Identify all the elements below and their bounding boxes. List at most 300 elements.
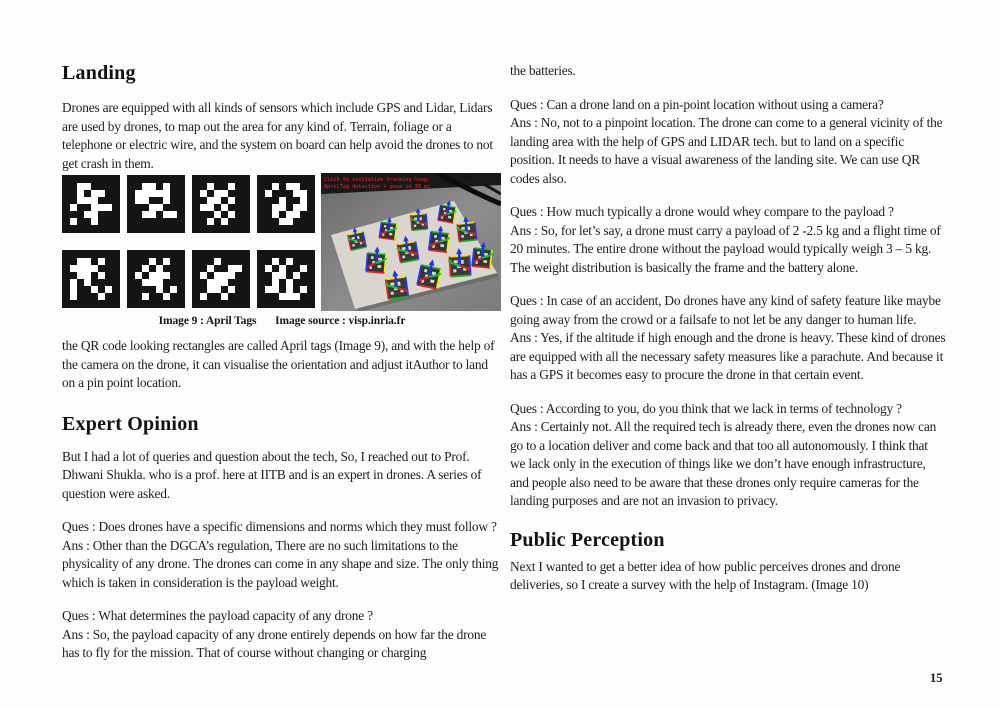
tag-cell	[170, 258, 177, 265]
tag-cell	[300, 197, 307, 204]
tag-cell	[84, 197, 91, 204]
tag-cell	[77, 293, 84, 300]
tag-cell	[228, 258, 235, 265]
tag-cell	[105, 279, 112, 286]
tag-cell	[170, 183, 177, 190]
tag-cell	[293, 286, 300, 293]
tag-cell	[214, 293, 221, 300]
tag-cell	[70, 272, 77, 279]
tag-cell	[70, 258, 77, 265]
question-text: Ques : Does drones have a specific dimensions and norms which they must follow ?	[62, 519, 497, 534]
tag-cell	[91, 197, 98, 204]
qa-payload-capacity	[62, 607, 502, 663]
tag-cell	[214, 218, 221, 225]
tag-cell	[163, 204, 170, 211]
tag-cell	[77, 218, 84, 225]
tag-cell	[170, 286, 177, 293]
tag-cell	[149, 279, 156, 286]
tag-cell	[200, 190, 207, 197]
tag-cell	[207, 293, 214, 300]
tag-cell	[170, 272, 177, 279]
tag-cell	[156, 265, 163, 272]
tag-cell	[142, 190, 149, 197]
tag-cell	[265, 197, 272, 204]
question-text: Ques : What determines the payload capacity of any drone ?	[62, 608, 373, 623]
tag-cell	[200, 258, 207, 265]
tag-cell	[300, 272, 307, 279]
question-text: Ques : In case of an accident, Do drones have any kind of safety feature like maybe going away from the crowd or a failsafe to not let be any danger to human life.	[510, 293, 941, 327]
tag-cell	[163, 293, 170, 300]
tag-cell	[135, 265, 142, 272]
tag-cell	[98, 204, 105, 211]
tag-cell	[200, 286, 207, 293]
tag-cell	[207, 190, 214, 197]
tag-cell	[142, 279, 149, 286]
tag-cell	[70, 197, 77, 204]
tag-cell	[84, 190, 91, 197]
tag-cell	[163, 272, 170, 279]
tag-cell	[98, 183, 105, 190]
tag-cell	[272, 197, 279, 204]
tag-cell	[235, 293, 242, 300]
tag-cell	[77, 258, 84, 265]
tag-cell	[265, 293, 272, 300]
tag-cell	[228, 183, 235, 190]
left-column	[62, 62, 502, 663]
tag-cell	[214, 211, 221, 218]
tag-cell	[221, 293, 228, 300]
tag-cell	[70, 190, 77, 197]
tag-cell	[228, 218, 235, 225]
tag-cell	[221, 279, 228, 286]
tag-cell	[163, 197, 170, 204]
tag-cell	[279, 265, 286, 272]
tag-cell	[300, 183, 307, 190]
tag-cell	[105, 197, 112, 204]
figure-caption-source: Image source : visp.inria.fr	[275, 315, 406, 327]
tag-cell	[70, 218, 77, 225]
tag-cell	[98, 286, 105, 293]
tag-cell	[272, 218, 279, 225]
april-tags-grid	[62, 175, 315, 308]
tag-cell	[170, 204, 177, 211]
april-tag-8	[257, 250, 315, 308]
tag-cell	[91, 190, 98, 197]
tag-cell	[235, 218, 242, 225]
tag-cell	[228, 279, 235, 286]
tag-cell	[214, 197, 221, 204]
tag-cell	[142, 183, 149, 190]
answer-text: Ans : So, for let’s say, a drone must carry a payload of 2 -2.5 kg and a flight time of 20 minutes. The entire drone without the payload would typically weigh 3 – 5 kg. The weight distribution is basically the frame and the battery alone.	[510, 222, 941, 275]
tag-cell	[156, 190, 163, 197]
tag-cell	[221, 190, 228, 197]
tag-cell	[221, 218, 228, 225]
tag-cell	[170, 265, 177, 272]
tag-cell	[200, 279, 207, 286]
tag-cell	[105, 183, 112, 190]
tag-cell	[105, 204, 112, 211]
tag-cell	[279, 272, 286, 279]
tag-cell	[142, 286, 149, 293]
question-text: Ques : How much typically a drone would whey compare to the payload ?	[510, 204, 894, 219]
tag-cell	[293, 204, 300, 211]
tag-cell	[235, 204, 242, 211]
tag-cell	[200, 197, 207, 204]
tag-cell	[156, 293, 163, 300]
tag-cell	[207, 286, 214, 293]
tag-cell	[279, 218, 286, 225]
qa-safety-features	[510, 292, 946, 385]
tag-cell	[272, 265, 279, 272]
tag-cell	[163, 211, 170, 218]
tag-cell	[286, 211, 293, 218]
tag-cell	[98, 218, 105, 225]
tag-cell	[265, 183, 272, 190]
tag-cell	[77, 197, 84, 204]
tag-cell	[300, 279, 307, 286]
tag-cell	[286, 197, 293, 204]
tag-cell	[279, 204, 286, 211]
tag-cell	[105, 258, 112, 265]
tag-cell	[77, 279, 84, 286]
tag-cell	[235, 286, 242, 293]
tag-cell	[235, 183, 242, 190]
tag-cell	[235, 197, 242, 204]
tag-cell	[221, 286, 228, 293]
tag-cell	[77, 190, 84, 197]
tag-cell	[207, 218, 214, 225]
tag-cell	[77, 211, 84, 218]
tag-cell	[293, 272, 300, 279]
tag-cell	[77, 265, 84, 272]
tag-cell	[200, 272, 207, 279]
tag-cell	[272, 258, 279, 265]
tag-cell	[156, 183, 163, 190]
tag-cell	[84, 218, 91, 225]
tag-cell	[200, 218, 207, 225]
tag-cell	[286, 286, 293, 293]
tag-cell	[228, 211, 235, 218]
figure-caption-label: Image 9 : April Tags	[158, 315, 257, 327]
tag-cell	[235, 265, 242, 272]
tag-cell	[149, 293, 156, 300]
para-expert-intro: But I had a lot of queries and question about the tech, So, I reached out to Prof. Dhwani Shukla. who is a prof. here at IITB and is an expert in drones. A series of question were asked.	[62, 448, 482, 501]
tag-cell	[265, 286, 272, 293]
tag-cell	[279, 197, 286, 204]
tag-cell	[156, 258, 163, 265]
tag-cell	[149, 183, 156, 190]
tag-cell	[142, 258, 149, 265]
tag-cell	[265, 204, 272, 211]
tag-cell	[265, 211, 272, 218]
tag-cell	[135, 197, 142, 204]
tag-cell	[293, 190, 300, 197]
tag-cell	[286, 272, 293, 279]
tag-cell	[70, 211, 77, 218]
tag-cell	[265, 272, 272, 279]
tag-cell	[98, 272, 105, 279]
tag-cell	[84, 183, 91, 190]
page-number: 15	[930, 671, 943, 685]
tag-cell	[142, 293, 149, 300]
right-column	[510, 62, 946, 595]
tag-cell	[214, 265, 221, 272]
tag-cell	[156, 197, 163, 204]
tag-cell	[207, 211, 214, 218]
tag-cell	[200, 183, 207, 190]
tag-cell	[207, 265, 214, 272]
tag-cell	[91, 286, 98, 293]
april-tag-1	[62, 175, 120, 233]
tag-cell	[235, 211, 242, 218]
tag-cell	[272, 183, 279, 190]
tag-cell	[135, 272, 142, 279]
tag-cell	[149, 218, 156, 225]
tag-cell	[105, 211, 112, 218]
tag-cell	[200, 293, 207, 300]
tag-cell	[279, 190, 286, 197]
april-tags-photo	[321, 173, 501, 311]
tag-cell	[272, 279, 279, 286]
tag-cell	[70, 293, 77, 300]
tag-cell	[265, 190, 272, 197]
tag-cell	[84, 293, 91, 300]
answer-text: Ans : Other than the DGCA’s regulation, There are no such limitations to the physicality of any drone. The drones can come in any shape and size. The only thing which is taken in consideration is the payload weight.	[62, 537, 499, 590]
tag-cell	[84, 211, 91, 218]
tag-cell	[105, 286, 112, 293]
tag-cell	[156, 272, 163, 279]
tag-cell	[84, 265, 91, 272]
tag-cell	[300, 293, 307, 300]
tag-cell	[272, 293, 279, 300]
tag-cell	[98, 258, 105, 265]
tag-cell	[170, 190, 177, 197]
tag-cell	[279, 211, 286, 218]
tag-cell	[98, 279, 105, 286]
para-april-tags: the QR code looking rectangles are called April tags (Image 9), and with the help of the camera on the drone, it can visualise the orientation and adjust itAuthor to land on a pin point location.	[62, 338, 495, 390]
tag-cell	[170, 279, 177, 286]
tag-cell	[235, 258, 242, 265]
tag-cell	[300, 218, 307, 225]
tag-cell	[214, 286, 221, 293]
tag-cell	[91, 279, 98, 286]
answer-text: Ans : So, the payload capacity of any drone entirely depends on how far the drone has to fly for the mission. That of course without changing or charging	[62, 626, 487, 660]
tag-cell	[300, 286, 307, 293]
tag-cell	[293, 258, 300, 265]
tag-cell	[200, 204, 207, 211]
tag-cell	[142, 211, 149, 218]
tag-cell	[135, 183, 142, 190]
tag-cell	[279, 286, 286, 293]
tag-cell	[70, 183, 77, 190]
tag-cell	[98, 190, 105, 197]
tag-cell	[91, 211, 98, 218]
tag-cell	[214, 204, 221, 211]
tag-cell	[265, 258, 272, 265]
tag-cell	[84, 272, 91, 279]
tag-cell	[105, 190, 112, 197]
tag-cell	[286, 279, 293, 286]
tag-cell	[170, 218, 177, 225]
tag-cell	[91, 272, 98, 279]
tag-cell	[214, 258, 221, 265]
tag-cell	[170, 211, 177, 218]
question-text: Ques : According to you, do you think that we lack in terms of technology ?	[510, 400, 902, 416]
tag-cell	[235, 279, 242, 286]
answer-text: Ans : No, not to a pinpoint location. The drone can come to a general vicinity of the landing area with the help of GPS and LIDAR tech. but to land on a specific position. It needs to have a visual awareness of the landing site. We can use QR codes also.	[510, 115, 943, 186]
qa-pinpoint-landing	[510, 96, 946, 189]
photo-overlay-text-line2: AprilTag detection + pose in 30 ms	[324, 184, 431, 190]
tag-cell	[156, 286, 163, 293]
tag-cell	[142, 197, 149, 204]
tag-cell	[272, 286, 279, 293]
tag-cell	[91, 218, 98, 225]
tag-cell	[156, 218, 163, 225]
tag-cell	[149, 286, 156, 293]
tag-cell	[221, 272, 228, 279]
tag-cell	[98, 197, 105, 204]
tag-cell	[207, 183, 214, 190]
tag-cell	[77, 183, 84, 190]
tag-cell	[142, 272, 149, 279]
tag-cell	[279, 258, 286, 265]
tag-cell	[84, 286, 91, 293]
tag-cell	[235, 272, 242, 279]
tag-cell	[163, 258, 170, 265]
tag-cell	[91, 293, 98, 300]
tag-cell	[149, 272, 156, 279]
april-tag-6	[127, 250, 185, 308]
tag-cell	[286, 183, 293, 190]
tag-cell	[265, 218, 272, 225]
tag-cell	[214, 279, 221, 286]
tag-cell	[228, 293, 235, 300]
tag-cell	[207, 197, 214, 204]
tag-cell	[228, 197, 235, 204]
tag-cell	[207, 279, 214, 286]
april-tag-5	[62, 250, 120, 308]
tag-cell	[77, 204, 84, 211]
tag-cell	[293, 265, 300, 272]
qa-drone-weight	[510, 203, 946, 277]
tag-cell	[135, 293, 142, 300]
tag-cell	[170, 197, 177, 204]
tag-cell	[163, 218, 170, 225]
tag-cell	[70, 204, 77, 211]
tag-cell	[70, 265, 77, 272]
tag-cell	[149, 190, 156, 197]
tag-cell	[84, 279, 91, 286]
tag-cell	[142, 204, 149, 211]
tag-cell	[228, 272, 235, 279]
qa-dimensions	[62, 518, 502, 592]
tag-cell	[207, 204, 214, 211]
tag-cell	[286, 190, 293, 197]
tag-cell	[135, 211, 142, 218]
tag-cell	[77, 286, 84, 293]
para-survey: Next I wanted to get a better idea of how public perceives drones and drone deliveries, so I create a survey with the help of Instagram. (Image 10)	[510, 558, 901, 592]
tag-cell	[300, 211, 307, 218]
tag-cell	[293, 183, 300, 190]
tag-cell	[293, 197, 300, 204]
tag-cell	[91, 265, 98, 272]
tag-cell	[135, 204, 142, 211]
tag-cell	[221, 211, 228, 218]
tag-cell	[163, 190, 170, 197]
tag-cell	[163, 183, 170, 190]
heading-landing: Landing	[62, 62, 136, 84]
april-tag-4	[257, 175, 315, 233]
tag-cell	[163, 279, 170, 286]
tag-cell	[272, 190, 279, 197]
tag-cell	[265, 279, 272, 286]
figure-image9	[62, 175, 502, 311]
tag-cell	[135, 279, 142, 286]
tag-cell	[77, 272, 84, 279]
tag-cell	[272, 204, 279, 211]
figure-caption	[62, 315, 502, 327]
question-text: Ques : Can a drone land on a pin-point location without using a camera?	[510, 96, 884, 112]
april-tag-2	[127, 175, 185, 233]
tag-cell	[156, 279, 163, 286]
tag-cell	[156, 211, 163, 218]
april-tag-7	[192, 250, 250, 308]
heading-public-perception: Public Perception	[510, 528, 665, 551]
tag-cell	[98, 265, 105, 272]
tag-cell	[235, 190, 242, 197]
tag-cell	[286, 218, 293, 225]
tag-cell	[135, 258, 142, 265]
tag-cell	[105, 272, 112, 279]
answer-text: Ans : Yes, if the altitude if high enough and the drone is heavy. These kind of drones are equipped with all the necessary safety measures like a parachute. And because it has a GPS it becomes easy to procure the drone in that certain event.	[510, 330, 946, 382]
tag-cell	[163, 265, 170, 272]
tag-cell	[135, 190, 142, 197]
tag-cell	[156, 204, 163, 211]
tag-cell	[149, 258, 156, 265]
tag-cell	[91, 258, 98, 265]
heading-expert-opinion: Expert Opinion	[62, 412, 199, 435]
para-sensors: Drones are equipped with all kinds of sensors which include GPS and Lidar, Lidars are used by drones, to map out the area for any kind of. Terrain, foliage or a telephone or electric wire, and the system on board can help avoid the drones to not get crash in them.	[62, 100, 493, 171]
tag-cell	[105, 265, 112, 272]
tag-cell	[293, 211, 300, 218]
tag-cell	[207, 272, 214, 279]
tag-cell	[293, 293, 300, 300]
tag-cell	[300, 190, 307, 197]
tag-cell	[286, 258, 293, 265]
tag-cell	[149, 211, 156, 218]
tag-cell	[91, 183, 98, 190]
tag-cell	[286, 204, 293, 211]
tag-cell	[221, 183, 228, 190]
tag-cell	[228, 286, 235, 293]
tag-cell	[221, 265, 228, 272]
tag-cell	[300, 204, 307, 211]
tag-cell	[228, 204, 235, 211]
tag-cell	[98, 293, 105, 300]
tag-cell	[91, 204, 98, 211]
tag-cell	[98, 211, 105, 218]
tag-cell	[163, 286, 170, 293]
tag-cell	[221, 258, 228, 265]
tag-cell	[214, 190, 221, 197]
tag-cell	[221, 204, 228, 211]
qa-technology-lack	[510, 400, 946, 511]
tag-cell	[142, 218, 149, 225]
tag-cell	[221, 197, 228, 204]
tag-cell	[105, 293, 112, 300]
tag-cell	[279, 183, 286, 190]
tag-cell	[293, 218, 300, 225]
